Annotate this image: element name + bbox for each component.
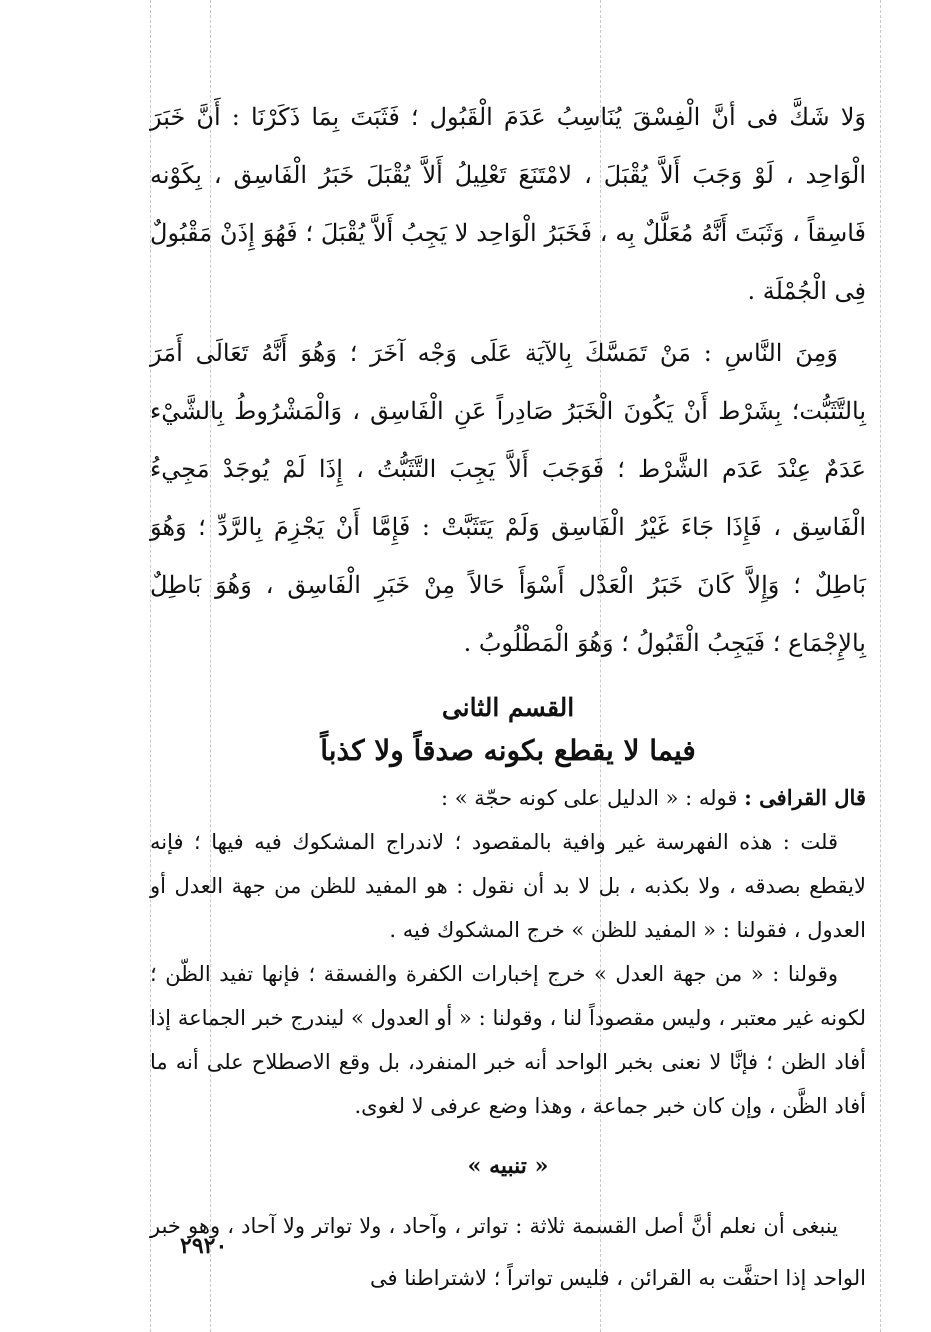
qarafi-quote: قوله : « الدليل على كونه حجّة » : <box>441 786 738 810</box>
paragraph-comment-2: وقولنا : « من جهة العدل » خرج إخبارات الكفرة والفسقة ؛ فإنها تفيد الظّن ؛ لكونه غير معتبر ، وليس مقصوداً لنا ، وقولنا : « أو العدول » ليندرج خبر الجماعة إذا أفاد الظن ؛ فإنَّا لا نعنى بخبر الواحد أنه خبر المنفرد، بل وقع الاصطلاح على أنه ما أفاد الظَّن ، وإن كان خبر جماعة ، وهذا وضع عرفى لا لغوى. <box>150 962 866 1118</box>
paragraph-notice: ينبغى أن نعلم أنَّ أصل القسمة ثلاثة : تواتر ، وآحاد ، ولا تواتر ولا آحاد ، وهو خبر الواحد إذا احتفَّت به القرائن ، فليس تواتراً ؛ لاشتراطنا فى <box>150 1214 866 1290</box>
qarafi-line <box>150 776 866 820</box>
qarafi-lead: قال القرافى : <box>744 785 866 810</box>
scan-artifact-line <box>880 0 881 1332</box>
section-subtitle: فيما لا يقطع بكونه صدقاً ولا كذباً <box>320 734 696 767</box>
paragraph-vocalized-1: وَلا شَكَّ فى أنَّ الْفِسْقَ يُنَاسِبُ عَدَمَ الْقَبُول ؛ فَثَبَتَ بِمَا ذَكَرْنَا : أَنَّ خَبَرَ الْوَاحِد ، لَوْ وَجَبَ أَلاَّ يُقْبَلَ ، لامْتَنَعَ تَعْلِيلُ أَلاَّ يُقْبَلَ خَبَرُ الْفَاسِق ، بِكَوْنه فَاسِقاً ، وَثَبَتَ أَنَّهُ مُعَلَّلٌ بِه ، فَخَبَرُ الْوَاحِد لا يَجِبُ أَلاَّ يُقْبَلَ ؛ فَهُوَ إِذَنْ مَقْبُولٌ فِى الْجُمْلَة . <box>150 103 866 305</box>
notice-heading: « تنبيه » <box>467 1153 549 1179</box>
paragraph-vocalized-2: وَمِنَ النَّاسِ : مَنْ تَمَسَّكَ بِالآيَة عَلَى وَجْه آخَرَ ؛ وَهُوَ أَنَّهُ تَعَالَى أَمَرَ بِالتَّثَبُّت؛ بِشَرْط أَنْ يَكُونَ الْخَبَرُ صَادِراً عَنِ الْفَاسِق ، وَالْمَشْرُوطُ بِالشَّيْء عَدَمٌ عِنْدَ عَدَم الشَّرْط ؛ فَوَجَبَ أَلاَّ يَجِبَ التَّثَبُّتُ ، إِذَا لَمْ يُوجَدْ مَجِيءُ الْفَاسِق ، فَإِذَا جَاءَ غَيْرُ الْفَاسِق وَلَمْ يَتَثَبَّتْ : فَإِمَّا أَنْ يَجْزِمَ بِالرَّدِّ ؛ وَهُوَ بَاطِلٌ ؛ وَإِلاَّ كَانَ خَبَرُ الْعَدْل أَسْوَأَ حَالاً مِنْ خَبَرِ الْفَاسِق ، وَهُوَ بَاطِلٌ بِالإِجْمَاع ؛ فَيَجِبُ الْقَبُولُ ؛ وَهُوَ الْمَطْلُوبُ . <box>150 339 867 657</box>
page-body <box>150 88 866 1304</box>
paragraph-comment-1: قلت : هذه الفهرسة غير وافية بالمقصود ؛ لاندراج المشكوك فيه فيها ؛ فإنه لايقطع بصدقه ، ولا بكذبه ، بل لا بد أن نقول : هو المفيد للظن من جهة العدل أو العدول ، فقولنا : « المفيد للظن » خرج المشكوك فيه . <box>150 830 866 942</box>
page-number: ٢٩٢٠ <box>180 1233 228 1259</box>
section-title: القسم الثانى <box>441 693 575 722</box>
